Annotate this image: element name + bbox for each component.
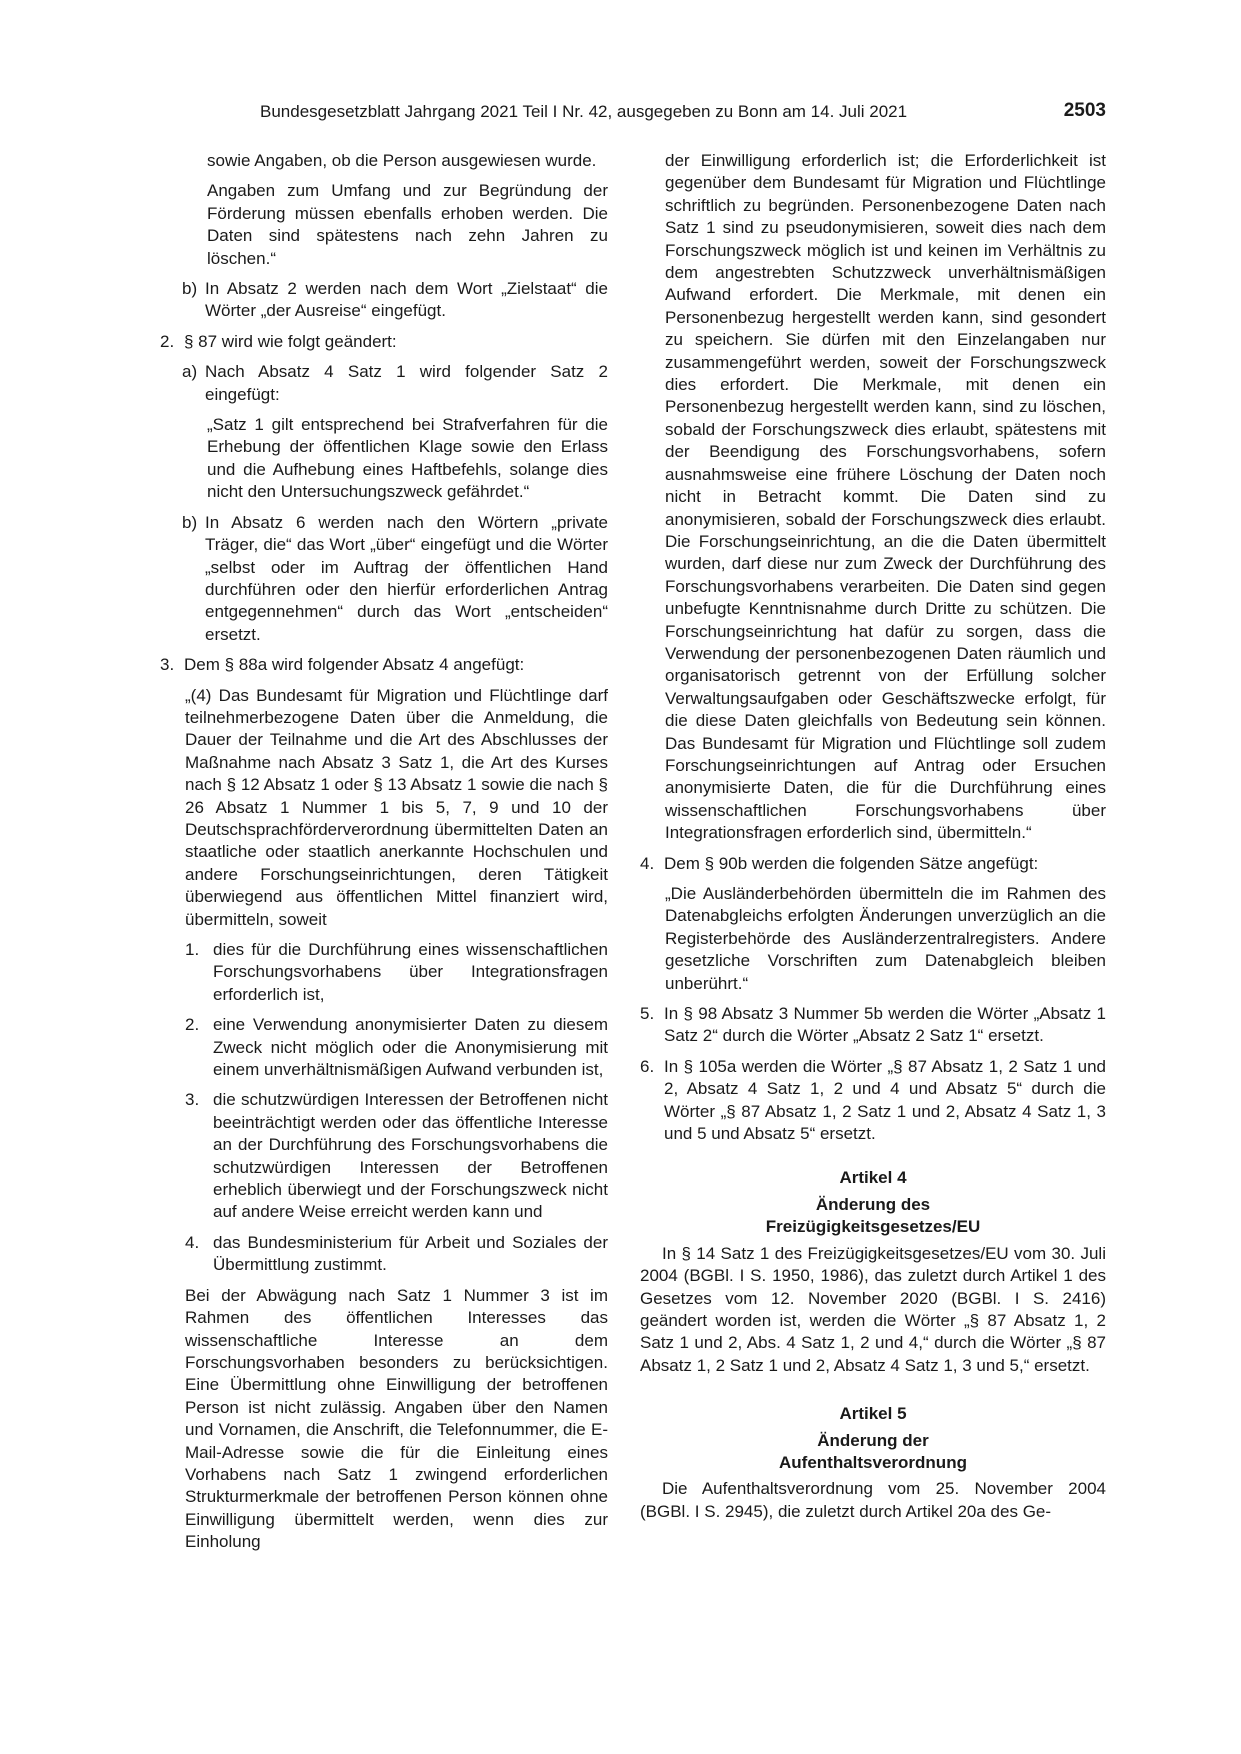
list-item (160, 331, 608, 353)
list-marker: 3. (185, 1090, 200, 1110)
quote-text: „Satz 1 gilt entsprechend bei Strafverfahren für die Erhebung der öffentlichen Klage sowie den Erlass und die Aufhebung eines Haftbefehls, solange dies nicht den Untersuchungszweck gefährdet.“ (207, 415, 608, 502)
list-marker: 2. (160, 331, 175, 351)
list-marker: b) (182, 512, 198, 532)
list-item (160, 1014, 608, 1081)
list-marker: 4. (185, 1232, 200, 1252)
list-item (160, 1089, 608, 1223)
list-marker: 4. (640, 853, 655, 873)
page-number: 2503 (1063, 100, 1106, 121)
list-item (640, 1056, 1106, 1146)
list-marker: 3. (160, 655, 175, 675)
list-marker: 6. (640, 1056, 655, 1076)
paragraph: Bei der Abwägung nach Satz 1 Nummer 3 ist im Rahmen des öffentlichen Interesses das wissenschaftliche Interesse an dem Forschungsvorhaben besonders zu berücksichtigen. Eine Übermittlung ohne Einwilligung der betroffenen Person ist nicht zulässig. Angaben über den Namen und Vornamen, die Anschrift, die Telefonnummer, die E-Mail-Adresse sowie die für die Einleitung eines Vorhabens nach Satz 1 zwingend erforderlichen Strukturmerkmale der betroffenen Person können ohne Einwilligung übermittelt werden, wenn dies zur Einholung (185, 1285, 608, 1552)
list-text: In § 105a werden die Wörter „§ 87 Absatz 1, 2 Satz 1 und 2, Absatz 4 Satz 1, 2 und 4 und Absatz 5“ durch die Wörter „§ 87 Absatz 1, 2 Satz 1 und 2, Absatz 4 Satz 1, 3 und 5 und Absatz 5“ ersetzt. (664, 1056, 1106, 1144)
left-column (160, 150, 608, 1554)
list-text: In Absatz 6 werden nach den Wörtern „private Träger, die“ das Wort „über“ eingefügt und die Wörter „selbst oder im Auftrag der öffentlichen Hand durchführen oder den hierfür erforderlichen Antrag entgegennehmen“ durch das Wort „entscheiden“ ersetzt. (205, 512, 608, 644)
list-item (160, 361, 608, 406)
list-item (160, 512, 608, 646)
quote-text: „Die Ausländerbehörden übermitteln die im Rahmen des Datenabgleichs erfolgten Änderungen unverzüglich an die Registerbehörde des Ausländerzentralregisters. Andere gesetzliche Vorschriften zum Datenabgleich bleiben unberührt.“ (665, 884, 1106, 993)
list-text: dies für die Durchführung eines wissenschaftlichen Forschungsvorhabens über Integrationsfragen erforderlich ist, (213, 940, 608, 1004)
article-title: Artikel 5 (839, 1404, 907, 1424)
list-text: eine Verwendung anonymisierter Daten zu diesem Zweck nicht möglich oder die Anonymisierung mit einem unverhältnismäßigen Aufwand verbunden ist, (213, 1015, 608, 1080)
article-text: Die Aufenthaltsverordnung vom 25. November 2004 (BGBl. I S. 2945), die zuletzt durch Artikel 20a des Ge- (640, 1479, 1106, 1521)
article-subtitle: Änderung des (815, 1194, 931, 1214)
article-title: Artikel 4 (839, 1168, 907, 1188)
list-item (160, 654, 608, 676)
list-marker: 2. (185, 1015, 200, 1035)
list-item (160, 1232, 608, 1277)
page-header (160, 100, 1106, 126)
list-item (640, 1003, 1106, 1048)
continued-text: der Einwilligung erforderlich ist; die Erforderlichkeit ist gegenüber dem Bundesamt für Migration und Flüchtlinge schriftlich zu begründen. Personenbezogene Daten nach Satz 1 sind zu pseudonymisieren, soweit dies nach dem Forschungszweck möglich ist und keinen im Verhältnis zu dem angestrebten Schutzzweck unverhältnismäßigen Aufwand erfordert. Die Merkmale, mit denen ein Personenbezug hergestellt werden kann, sind gesondert zu speichern. Sie dürfen mit den Einzelangaben nur zusammengeführt werden, soweit der Forschungszweck dies erfordert. Die Merkmale, mit denen ein Personenbezug hergestellt werden kann, sind zu löschen, sobald der Forschungszweck dies erlaubt, spätestens mit der Beendigung des Forschungsvorhabens, sofern ausnahmsweise eine frühere Löschung der Daten noch nicht in Betracht kommt. Die Daten sind zu anonymisieren, sobald der Forschungszweck dies erlaubt. Die Forschungseinrichtung, an die die Daten übermittelt wurden, darf diese nur zum Zweck der Durchführung des Forschungsvorhabens verarbeiten. Die Daten sind gegen unbefugte Kenntnisnahme durch Dritte zu schützen. Die Forschungseinrichtung hat dafür zu sorgen, dass die Verwendung der personenbezogenen Daten räumlich und organisatorisch getrennt von der Erfüllung solcher Verwaltungsaufgaben oder Geschäftszwecke erfolgt, für die diese Daten gleichfalls von Bedeutung sein können. Das Bundesamt für Migration und Flüchtlinge soll zudem Forschungseinrichtungen auf Antrag oder Ersuchen anonymisierte Daten, die für die Durchführung eines wissenschaftlichen Forschungsvorhabens über Integrationsfragen erforderlich sind, übermitteln.“ (665, 151, 1106, 843)
list-text: In § 98 Absatz 3 Nummer 5b werden die Wörter „Absatz 1 Satz 2“ durch die Wörter „Absatz 2 Satz 1“ ersetzt. (664, 1004, 1106, 1046)
list-marker: 5. (640, 1004, 655, 1024)
list-item (160, 939, 608, 1006)
right-column (640, 150, 1106, 1523)
quote-text: „(4) Das Bundesamt für Migration und Flüchtlinge darf teilnehmerbezogene Daten über die Anmeldung, die Dauer der Teilnahme und die Art des Abschlusses der Maßnahme nach Absatz 3 Satz 1, die Art des Kurses nach § 12 Absatz 1 oder § 13 Absatz 1 sowie die nach § 26 Absatz 1 Nummer 1 bis 5, 7, 9 und 10 der Deutschsprachförderverordnung übermittelten Daten an staatliche oder staatlich anerkannte Hochschulen und andere Forschungseinrichtungen, deren Tätigkeit überwiegend aus öffentlichen Mittel finanziert wird, übermitteln, soweit (185, 685, 608, 929)
list-text: die schutzwürdigen Interessen der Betroffenen nicht beeinträchtigt werden oder das öffentliche Interesse an der Durchführung des Forschungsvorhabens die schutzwürdigen Interessen der Betroffenen erheblich überwiegt und der Forschungszweck nicht auf andere Weise erreicht werden kann und (213, 1090, 608, 1222)
article-subtitle: Änderung der (817, 1430, 929, 1450)
list-item (640, 853, 1106, 875)
article-subtitle: Aufenthaltsverordnung (779, 1452, 967, 1472)
article-subtitle: Freizügigkeitsgesetzes/EU (765, 1217, 981, 1237)
list-text: Dem § 88a wird folgender Absatz 4 angefügt: (184, 655, 525, 675)
list-marker: 1. (185, 940, 200, 959)
running-header: Bundesgesetzblatt Jahrgang 2021 Teil I Nr. 42, ausgegeben zu Bonn am 14. Juli 2021 (260, 102, 908, 121)
article-text: In § 14 Satz 1 des Freizügigkeitsgesetzes/EU vom 30. Juli 2004 (BGBl. I S. 1950, 1986), das zuletzt durch Artikel 1 des Gesetzes vom 12. November 2020 (BGBl. I S. 2416) geändert worden ist, werden die Wörter „§ 87 Absatz 1, 2 Satz 1 und 2, Abs. 4 Satz 1, 2 und 4,“ durch die Wörter „§ 87 Absatz 1, 2 Satz 1 und 2, Absatz 4 Satz 1, 3 und 5,“ ersetzt. (640, 1243, 1106, 1375)
list-text: In Absatz 2 werden nach dem Wort „Zielstaat“ die Wörter „der Ausreise“ eingefügt. (205, 279, 608, 321)
continued-text: Angaben zum Umfang und zur Begründung der Förderung müssen ebenfalls erhoben werden. Die Daten sind spätestens nach zehn Jahren zu löschen.“ (207, 181, 608, 268)
list-item (160, 278, 608, 323)
list-marker: a) (182, 362, 198, 382)
list-marker: b) (182, 279, 198, 299)
list-text: Dem § 90b werden die folgenden Sätze angefügt: (664, 853, 1039, 873)
list-text: das Bundesministerium für Arbeit und Soziales der Übermittlung zustimmt. (213, 1232, 608, 1275)
continued-text: sowie Angaben, ob die Person ausgewiesen wurde. (207, 151, 597, 170)
list-text: Nach Absatz 4 Satz 1 wird folgender Satz 2 eingefügt: (205, 362, 608, 404)
list-text: § 87 wird wie folgt geändert: (184, 331, 397, 351)
